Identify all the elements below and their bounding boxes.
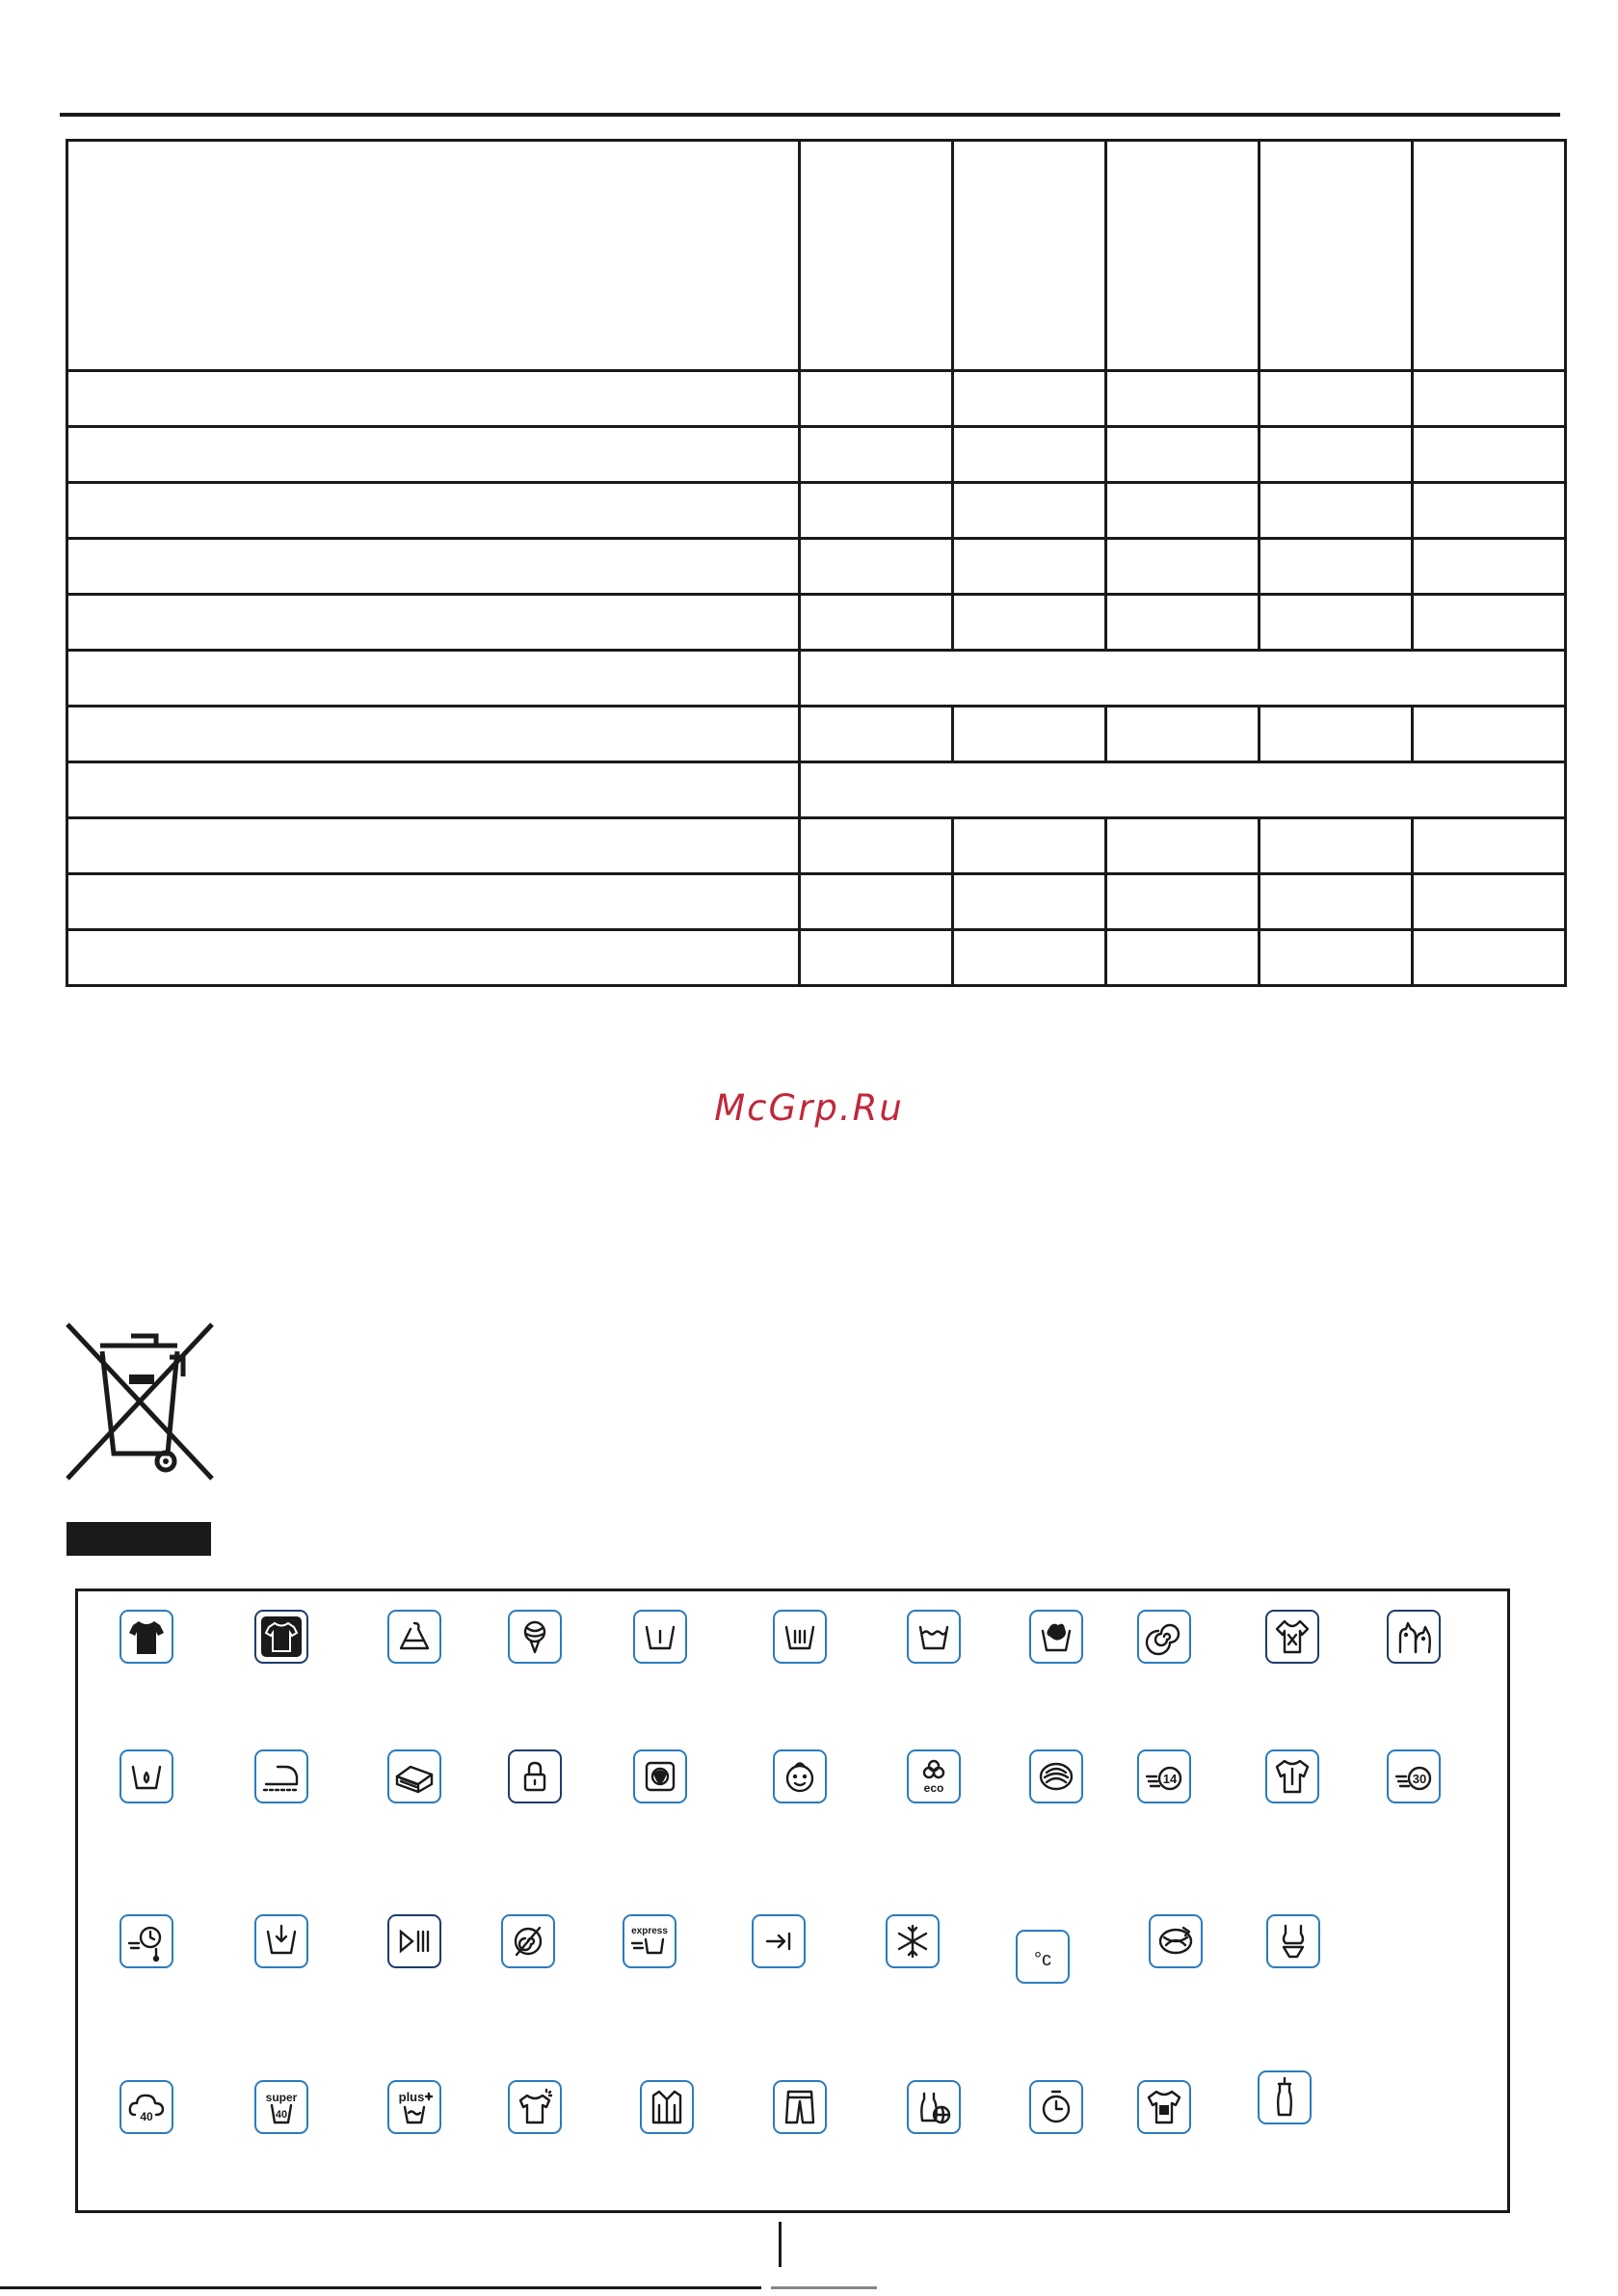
table-cell bbox=[1260, 371, 1413, 427]
quick-30-icon bbox=[1387, 1749, 1441, 1803]
tub-one-line-icon bbox=[633, 1610, 687, 1664]
table-label-cell bbox=[67, 707, 800, 762]
table-cell bbox=[1260, 539, 1413, 595]
steam-40-icon bbox=[119, 2080, 173, 2134]
spec-table bbox=[66, 139, 1567, 987]
table-cell bbox=[1413, 371, 1566, 427]
svg-text:30: 30 bbox=[1412, 1772, 1427, 1786]
table-cell bbox=[800, 874, 953, 930]
weee-crossed-bin-icon bbox=[64, 1319, 216, 1484]
table-label-cell bbox=[67, 595, 800, 651]
sports-icon bbox=[907, 2080, 961, 2134]
table-header-cell bbox=[800, 141, 953, 371]
table-row bbox=[67, 762, 1566, 818]
table-cell bbox=[1260, 930, 1413, 986]
express-icon bbox=[623, 1914, 676, 1968]
table-cell bbox=[1413, 427, 1566, 483]
table-header-cell bbox=[1260, 141, 1413, 371]
table-label-cell bbox=[67, 818, 800, 874]
start-pause-icon bbox=[387, 1914, 441, 1968]
spin-spiral-icon bbox=[1137, 1610, 1191, 1664]
table-row bbox=[67, 371, 1566, 427]
dark-clothes-icon bbox=[1137, 2080, 1191, 2134]
table-cell bbox=[1260, 818, 1413, 874]
jeans-icon bbox=[773, 2080, 827, 2134]
table-cell bbox=[1260, 483, 1413, 539]
cotton-shirt-icon bbox=[119, 1610, 173, 1664]
cotton-eco-shirt-icon bbox=[254, 1610, 308, 1664]
table-label-cell bbox=[67, 371, 800, 427]
table-row bbox=[67, 539, 1566, 595]
table-header-cell bbox=[1413, 141, 1566, 371]
synthetic-icon bbox=[387, 1610, 441, 1664]
easy-iron-icon bbox=[254, 1749, 308, 1803]
baby-care-icon bbox=[773, 1749, 827, 1803]
refresh-shirt-icon bbox=[508, 2080, 562, 2134]
table-cell bbox=[953, 539, 1106, 595]
table-cell bbox=[1260, 595, 1413, 651]
top-rule bbox=[60, 113, 1560, 117]
temperature-icon bbox=[1016, 1930, 1070, 1984]
watermark: McGrp.Ru bbox=[714, 1087, 904, 1129]
table-cell bbox=[800, 930, 953, 986]
table-cell bbox=[1106, 874, 1260, 930]
table-cell bbox=[1413, 595, 1566, 651]
table-label-cell bbox=[67, 874, 800, 930]
rinse-tub-icon bbox=[119, 1749, 173, 1803]
handwash-tub-icon bbox=[907, 1610, 961, 1664]
cold-wash-icon bbox=[886, 1914, 940, 1968]
table-cell bbox=[953, 874, 1106, 930]
table-row bbox=[67, 483, 1566, 539]
table-cell bbox=[953, 483, 1106, 539]
table-cell bbox=[1260, 707, 1413, 762]
tub-three-lines-icon bbox=[773, 1610, 827, 1664]
table-cell bbox=[953, 707, 1106, 762]
table-header-cell bbox=[67, 141, 800, 371]
table-cell bbox=[800, 427, 953, 483]
table-cell bbox=[1413, 539, 1566, 595]
table-row bbox=[67, 930, 1566, 986]
table-cell bbox=[800, 371, 953, 427]
svg-text:express: express bbox=[631, 1926, 668, 1936]
table-cell bbox=[1106, 539, 1260, 595]
table-cell bbox=[1106, 707, 1260, 762]
table-cell bbox=[1413, 874, 1566, 930]
table-cell bbox=[953, 595, 1106, 651]
footer-rule bbox=[0, 2286, 761, 2289]
svg-text:eco: eco bbox=[923, 1781, 944, 1795]
super-40-icon bbox=[254, 2080, 308, 2134]
delicates-icon bbox=[1265, 1610, 1319, 1664]
delay-timer-icon bbox=[119, 1914, 173, 1968]
section-label-bar bbox=[66, 1522, 211, 1556]
pet-hair-icon bbox=[1387, 1610, 1441, 1664]
table-cell bbox=[1413, 707, 1566, 762]
table-row bbox=[67, 427, 1566, 483]
svg-text:super: super bbox=[265, 2091, 298, 2104]
drum-clean-icon bbox=[633, 1749, 687, 1803]
timer-icon bbox=[1029, 2080, 1083, 2134]
table-label-cell bbox=[67, 762, 800, 818]
footer-tick bbox=[779, 2222, 782, 2267]
hygiene-icon bbox=[1029, 1749, 1083, 1803]
table-label-cell bbox=[67, 427, 800, 483]
table-cell bbox=[800, 483, 953, 539]
table-header-cell bbox=[1106, 141, 1260, 371]
table-row bbox=[67, 651, 1566, 707]
jacket-icon bbox=[640, 2080, 694, 2134]
table-cell bbox=[1413, 818, 1566, 874]
child-lock-icon bbox=[508, 1749, 562, 1803]
table-cell bbox=[800, 595, 953, 651]
dress-icon bbox=[1258, 2070, 1312, 2124]
drum-rotation-icon bbox=[1149, 1914, 1203, 1968]
table-header-row bbox=[67, 141, 1566, 371]
bedding-icon bbox=[387, 1749, 441, 1803]
table-row bbox=[67, 595, 1566, 651]
table-row bbox=[67, 818, 1566, 874]
prewash-icon bbox=[254, 1914, 308, 1968]
table-cell bbox=[1106, 930, 1260, 986]
table-cell bbox=[1260, 427, 1413, 483]
no-spin-icon bbox=[501, 1914, 555, 1968]
table-cell bbox=[1260, 874, 1413, 930]
woollen-icon bbox=[508, 1610, 562, 1664]
table-label-cell bbox=[67, 483, 800, 539]
svg-text:40: 40 bbox=[140, 2110, 153, 2123]
table-merged-cell bbox=[800, 762, 1566, 818]
table-merged-cell bbox=[800, 651, 1566, 707]
table-cell bbox=[953, 930, 1106, 986]
table-cell bbox=[1106, 483, 1260, 539]
table-label-cell bbox=[67, 539, 800, 595]
svg-text:40: 40 bbox=[275, 2109, 288, 2121]
table-cell bbox=[1106, 818, 1260, 874]
plus-icon bbox=[387, 2080, 441, 2134]
table-label-cell bbox=[67, 651, 800, 707]
table-cell bbox=[1413, 930, 1566, 986]
table-cell bbox=[1106, 595, 1260, 651]
table-cell bbox=[1106, 427, 1260, 483]
table-cell bbox=[953, 371, 1106, 427]
table-cell bbox=[953, 818, 1106, 874]
skip-icon bbox=[752, 1914, 806, 1968]
table-cell bbox=[800, 539, 953, 595]
stain-tub-icon bbox=[1029, 1610, 1083, 1664]
table-header-cell bbox=[953, 141, 1106, 371]
table-cell bbox=[1413, 483, 1566, 539]
shirts-icon bbox=[1265, 1749, 1319, 1803]
table-row bbox=[67, 874, 1566, 930]
table-cell bbox=[800, 707, 953, 762]
eco-bubbles-icon bbox=[907, 1749, 961, 1803]
table-cell bbox=[1106, 371, 1260, 427]
table-cell bbox=[800, 818, 953, 874]
table-cell bbox=[953, 427, 1106, 483]
svg-text:14: 14 bbox=[1162, 1772, 1178, 1786]
footer-rule-right bbox=[771, 2286, 877, 2289]
quick-14-icon bbox=[1137, 1749, 1191, 1803]
svg-text:plus: plus bbox=[398, 2090, 425, 2104]
table-label-cell bbox=[67, 930, 800, 986]
table-row bbox=[67, 707, 1566, 762]
lingerie-icon bbox=[1266, 1914, 1320, 1968]
svg-text:°c: °c bbox=[1034, 1949, 1051, 1970]
